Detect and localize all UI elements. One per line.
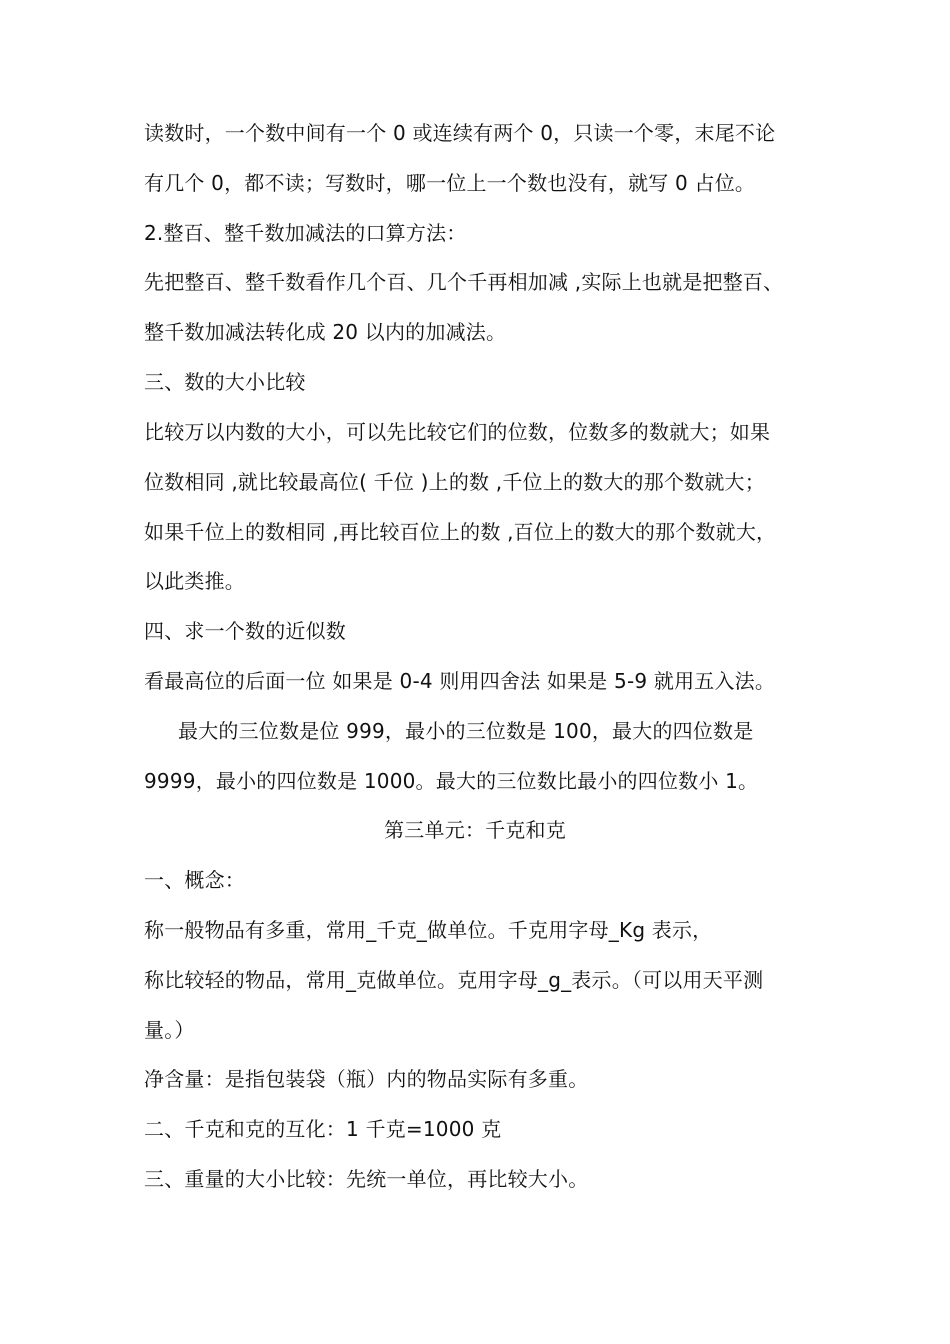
text-line: 位数相同 ,就比较最高位( 千位 )上的数 ,千位上的数大的那个数就大；	[144, 470, 765, 494]
text-line: 如果千位上的数相同 ,再比较百位上的数 ,百位上的数大的那个数就大，	[144, 520, 777, 544]
text-line: 有几个 0，都不读；写数时，哪一位上一个数也没有，就写 0 占位。	[144, 171, 756, 195]
text-line: 以此类推。	[144, 569, 245, 593]
text-line: 最大的三位数是位 999，最小的三位数是 100，最大的四位数是	[178, 719, 754, 743]
section-heading: 一、概念：	[144, 868, 245, 892]
section-heading: 四、求一个数的近似数	[144, 619, 346, 643]
text-line: 称比较轻的物品，常用_克做单位。克用字母_g_表示。（可以用天平测	[144, 968, 764, 992]
text-line: 量。）	[144, 1018, 195, 1042]
unit-title: 第三单元：千克和克	[384, 818, 566, 842]
text-line: 读数时，一个数中间有一个 0 或连续有两个 0，只读一个零，末尾不论	[144, 121, 776, 145]
section-heading: 2.整百、整千数加减法的口算方法：	[144, 221, 467, 245]
text-line: 先把整百、整千数看作几个百、几个千再相加减 ,实际上也就是把整百、	[144, 270, 784, 294]
section-heading: 三、重量的大小比较：先统一单位，再比较大小。	[144, 1167, 589, 1191]
section-heading: 二、千克和克的互化：1 千克=1000 克	[144, 1117, 502, 1141]
section-heading: 三、数的大小比较	[144, 370, 306, 394]
text-line: 9999，最小的四位数是 1000。最大的三位数比最小的四位数小 1。	[144, 769, 759, 793]
text-line: 整千数加减法转化成 20 以内的加减法。	[144, 320, 507, 344]
text-line: 比较万以内数的大小，可以先比较它们的位数，位数多的数就大；如果	[144, 420, 771, 444]
text-line: 看最高位的后面一位 如果是 0-4 则用四舍法 如果是 5-9 就用五入法。	[144, 669, 776, 693]
text-line: 称一般物品有多重，常用_千克_做单位。千克用字母_Kg 表示，	[144, 918, 713, 942]
text-line: 净含量：是指包装袋（瓶）内的物品实际有多重。	[144, 1067, 589, 1091]
